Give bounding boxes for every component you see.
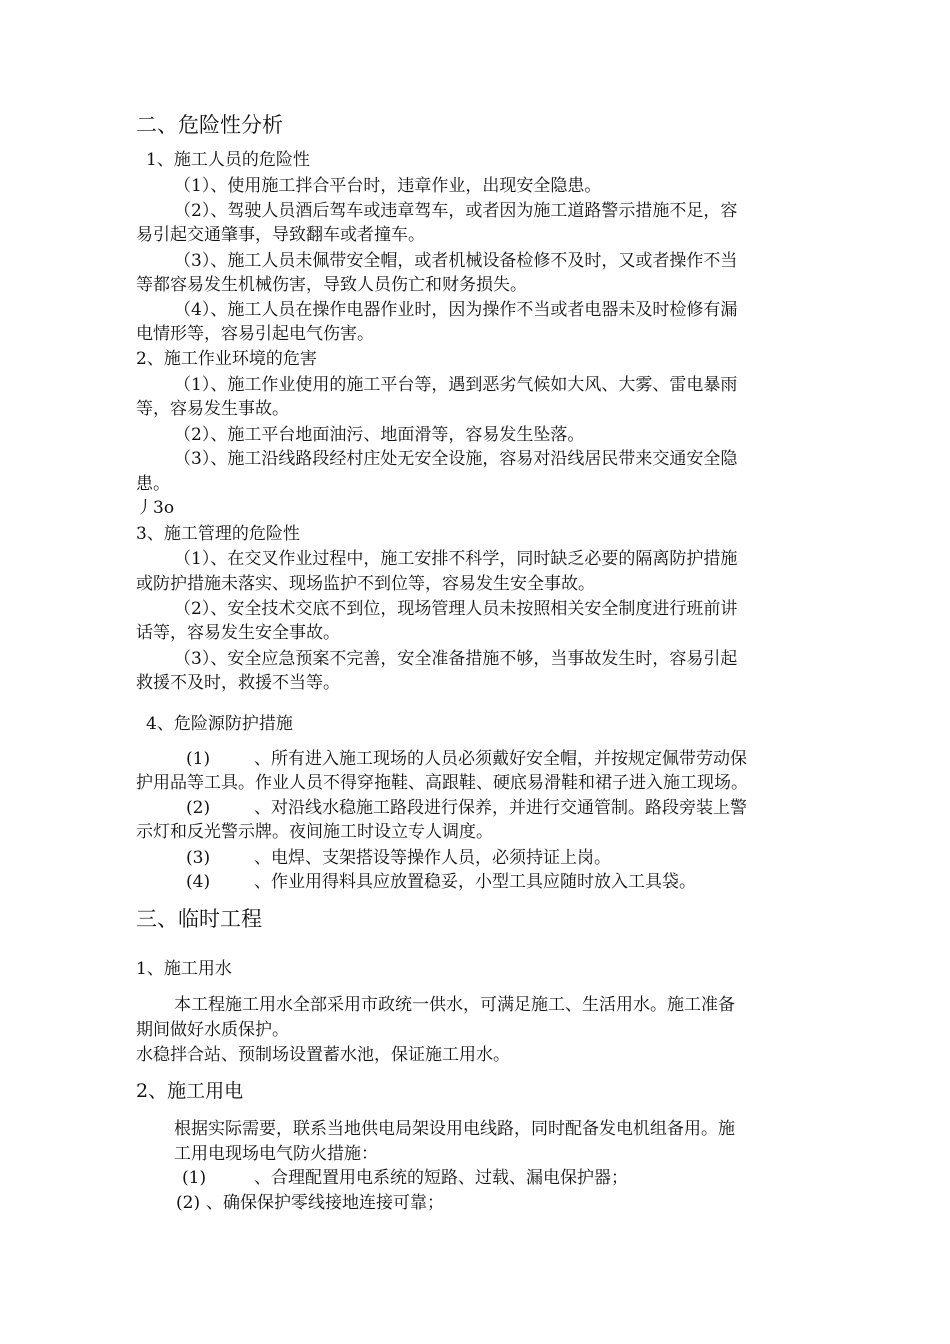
subsection-title-power: 2、施工用电 [136, 1080, 244, 1102]
paragraph-line: 电情形等，容易引起电气伤害。 [136, 324, 374, 344]
subsection-title-water: 1、施工用水 [136, 959, 232, 979]
paragraph-line: 期间做好水质保护。 [136, 1020, 289, 1040]
item-text: 、作业用得料具应放置稳妥，小型工具应随时放入工具袋。 [254, 872, 696, 892]
list-item [186, 846, 611, 870]
stray-text: 丿3o [136, 498, 175, 518]
paragraph-line: （3）、安全应急预案不完善，安全准备措施不够，当事故发生时，容易引起 [174, 649, 738, 669]
paragraph-line: （3）、施工沿线路段经村庄处无安全设施，容易对沿线居民带来交通安全隐 [174, 449, 738, 469]
paragraph-line: （2）、施工平台地面油污、地面滑等，容易发生坠落。 [174, 425, 585, 445]
paragraph-line: 患。 [136, 474, 170, 494]
paragraph-line: 或防护措施未落实、现场监护不到位等，容易发生安全事故。 [136, 574, 595, 594]
section-title-temporary-works: 三、临时工程 [136, 907, 262, 931]
paragraph-line: 水稳拌合站、预制场设置蓄水池，保证施工用水。 [136, 1045, 510, 1065]
paragraph-line: 救援不及时，救援不当等。 [136, 673, 340, 693]
paragraph-line: （2）、驾驶人员酒后驾车或违章驾车，或者因为施工道路警示措施不足，容 [174, 201, 738, 221]
paragraph-line: （3）、施工人员未佩带安全帽，或者机械设备检修不及时，又或者操作不当 [174, 251, 738, 271]
item-text: 、所有进入施工现场的人员必须戴好安全帽，并按规定佩带劳动保 [254, 749, 747, 769]
paragraph-line: （4）、施工人员在操作电器作业时，因为操作不当或者电器未及时检修有漏 [174, 300, 738, 320]
list-item [186, 796, 747, 820]
item-number: (4) [186, 872, 211, 892]
item-text: 、对沿线水稳施工路段进行保养，并进行交通管制。路段旁装上警 [254, 798, 747, 818]
paragraph-line: 易引起交通肇事，导致翻车或者撞车。 [136, 225, 425, 245]
paragraph-line: 工用电现场电气防火措施： [174, 1144, 378, 1164]
paragraph-line: （2）、安全技术交底不到位，现场管理人员未按照相关安全制度进行班前讲 [174, 599, 738, 619]
list-item [186, 870, 696, 894]
paragraph-line: 等都容易发生机械伤害，导致人员伤亡和财务损失。 [136, 275, 527, 295]
list-item [186, 747, 747, 771]
list-item [176, 1191, 444, 1215]
item-number: (1) [182, 1168, 207, 1188]
subsection-title-personnel: 1、施工人员的危险性 [146, 150, 310, 170]
paragraph-line: 示灯和反光警示牌。夜间施工时设立专人调度。 [136, 822, 493, 842]
item-number: (2) [186, 798, 211, 818]
paragraph-line: （1）、在交叉作业过程中，施工安排不科学，同时缺乏必要的隔离防护措施 [174, 549, 738, 569]
paragraph-line: 根据实际需要，联系当地供电局架设用电线路，同时配备发电机组备用。施 [174, 1119, 735, 1139]
subsection-title-environment: 2、施工作业环境的危害 [136, 349, 317, 369]
paragraph-line: （1）、施工作业使用的施工平台等，遇到恶劣气候如大风、大雾、雷电暴雨 [174, 375, 738, 395]
paragraph-line: 护用品等工具。作业人员不得穿拖鞋、高跟鞋、硬底易滑鞋和裙子进入施工现场。 [136, 773, 748, 793]
item-text: 、确保保护零线接地连接可靠； [206, 1193, 444, 1213]
paragraph-line: 等，容易发生事故。 [136, 399, 289, 419]
subsection-title-management: 3、施工管理的危险性 [136, 524, 300, 544]
item-text: 、合理配置用电系统的短路、过载、漏电保护器； [254, 1168, 628, 1188]
subsection-title-protection: 4、危险源防护措施 [146, 714, 293, 734]
paragraph-line: 本工程施工用水全部采用市政统一供水，可满足施工、生活用水。施工准备 [174, 995, 735, 1015]
item-number: (1) [186, 749, 211, 769]
item-number: (2) [176, 1193, 201, 1213]
paragraph-line: （1）、使用施工拌合平台时，违章作业，出现安全隐患。 [174, 176, 602, 196]
paragraph-line: 话等，容易发生安全事故。 [136, 623, 340, 643]
list-item [182, 1166, 628, 1190]
item-number: (3) [186, 848, 211, 868]
section-title-hazard-analysis: 二、危险性分析 [136, 113, 283, 137]
item-text: 、电焊、支架搭设等操作人员，必须持证上岗。 [254, 848, 611, 868]
